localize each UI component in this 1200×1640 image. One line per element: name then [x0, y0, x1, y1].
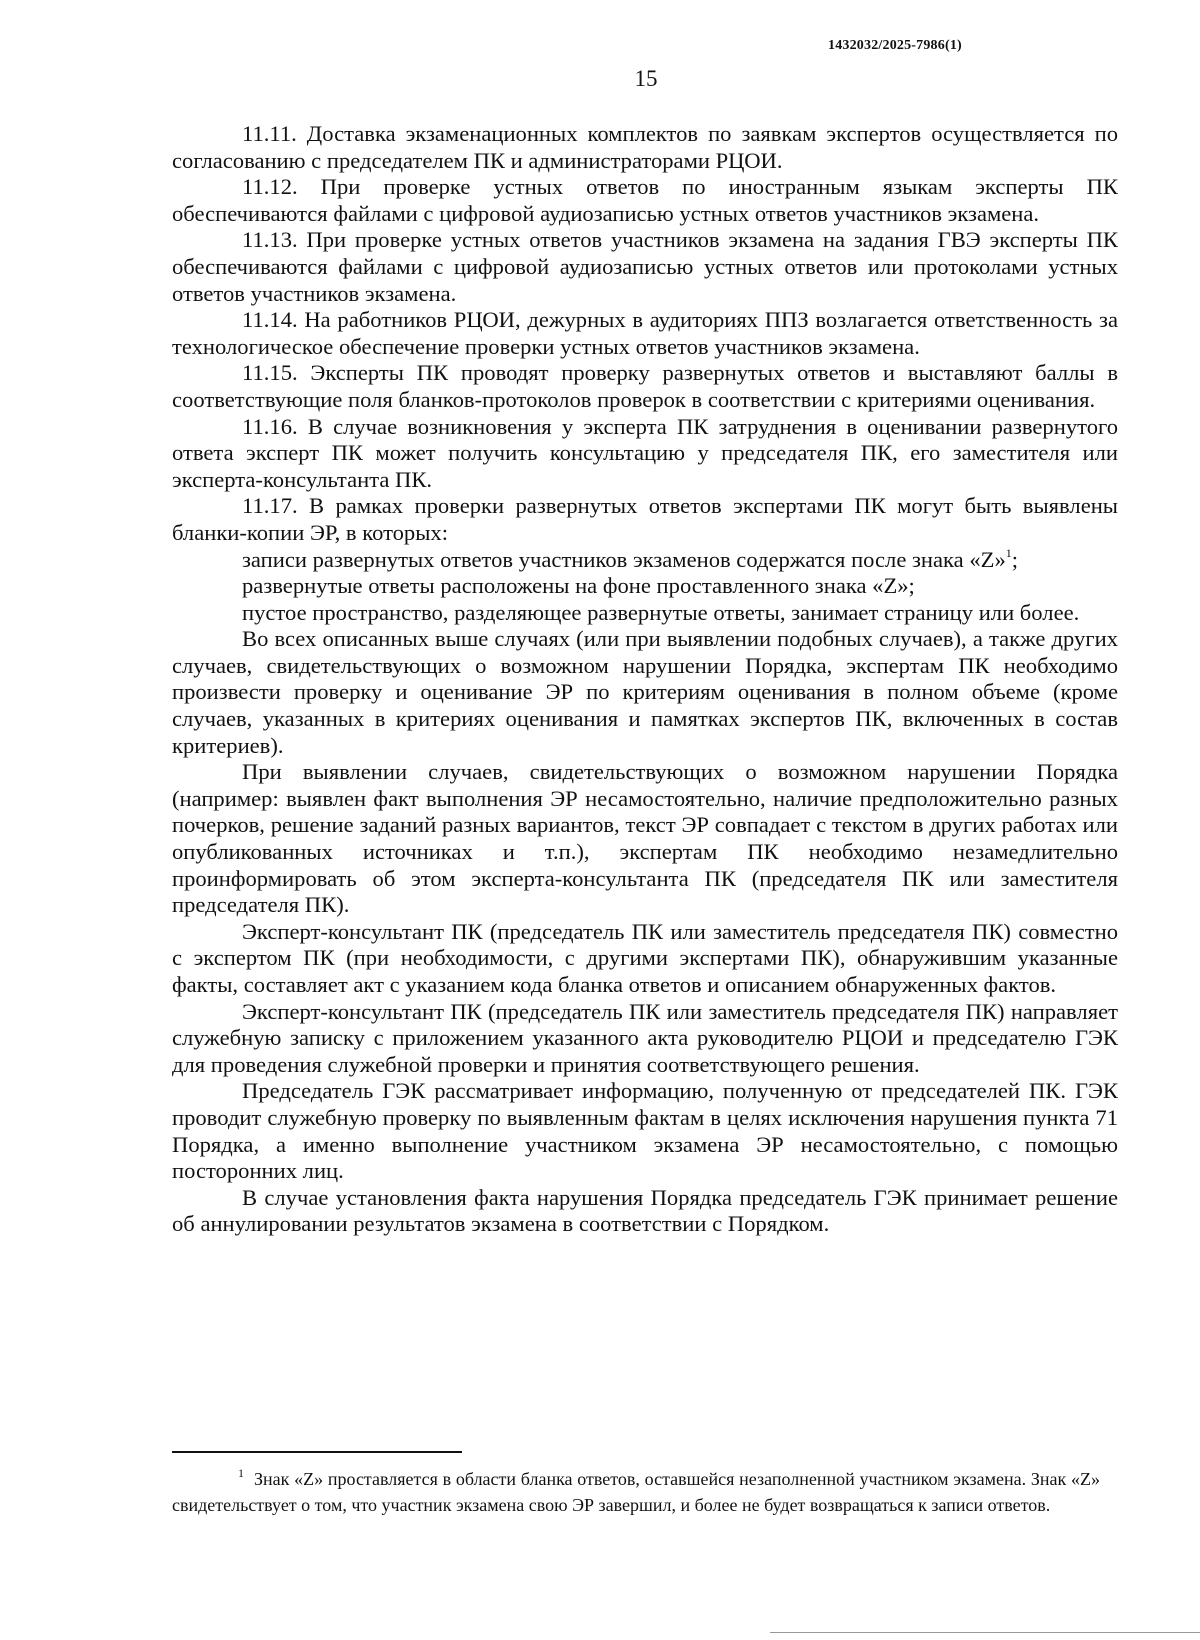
list-item-end: ;	[1011, 546, 1019, 572]
paragraph-11-15: 11.15. Эксперты ПК проводят проверку развернутых ответов и выставляют баллы в соответствующие поля бланков-протоколов проверок в соответствии с критериями оценивания.	[172, 360, 1118, 412]
scan-edge-line	[770, 1632, 1200, 1633]
footnote-text: Знак «Z» проставляется в области бланка ответов, оставшейся незаполненной участником экзамена. Знак «Z» свидетельствует о том, что участник экзамена свою ЭР завершил, и более не будет возвращаться к записи ответов.	[172, 1469, 1100, 1515]
paragraph-memo: Эксперт-консультант ПК (председатель ПК или заместитель председателя ПК) направляет служебную записку с приложением указанного акта руководителю РЦОИ и председателю ГЭК для проведения служебной проверки и принятия соответствующего решения.	[172, 998, 1118, 1077]
footnote-separator	[172, 1451, 462, 1453]
list-item-z-after	[172, 547, 1118, 574]
footnote-reference: 1	[1005, 545, 1012, 560]
paragraph-violation-detection: При выявлении случаев, свидетельствующих о возможном нарушении Порядка (например: выявлен факт выполнения ЭР несамостоятельно, наличие предположительно разных почерков, решение заданий разных вариантов, текст ЭР совпадает с текстом в других работах или опубликованных источниках и т.п.), экспертам ПК необходимо незамедлительно проинформировать об этом эксперта-консультанта ПК (председателя ПК или заместителя председателя ПК).	[172, 759, 1118, 918]
paragraph-annulment: В случае установления факта нарушения Порядка председатель ГЭК принимает решение об аннулировании результатов экзамена в соответствии с Порядком.	[172, 1184, 1118, 1237]
list-item-z-background: развернутые ответы расположены на фоне проставленного знака «Z»;	[242, 573, 915, 599]
page-number: 15	[634, 66, 658, 91]
document-body	[172, 121, 1118, 1238]
paragraph-act-creation: Эксперт-консультант ПК (председатель ПК или заместитель председателя ПК) совместно с экспертом ПК (при необходимости, с другими экспертами ПК), обнаружившим указанные факты, составляет акт с указанием кода бланка ответов и описанием обнаруженных фактов.	[172, 918, 1118, 997]
paragraph-11-14: 11.14. На работников РЦОИ, дежурных в аудиториях ППЗ возлагается ответственность за технологическое обеспечение проверки устных ответов участников экзамена.	[172, 307, 1118, 359]
footnote-marker: 1	[238, 1466, 244, 1480]
paragraph-11-11: 11.11. Доставка экзаменационных комплектов по заявкам экспертов осуществляется по согласованию с председателем ПК и администраторами РЦОИ.	[172, 121, 1118, 173]
paragraph-11-13: 11.13. При проверке устных ответов участников экзамена на задания ГВЭ эксперты ПК обеспечиваются файлами с цифровой аудиозаписью устных ответов или протоколами устных ответов участников экзамена.	[172, 227, 1118, 306]
footnote	[172, 1466, 1100, 1518]
document-id: 1432032/2025-7986(1)	[828, 38, 962, 53]
list-item-empty-space: пустое пространство, разделяющее развернутые ответы, занимает страницу или более.	[242, 599, 1080, 625]
paragraph-gek-review: Председатель ГЭК рассматривает информацию, полученную от председателей ПК. ГЭК проводит служебную проверку по выявленным фактам в целях исключения нарушения пункта 71 Порядка, а именно выполнение участником экзамена ЭР несамостоятельно, с помощью посторонних лиц.	[172, 1078, 1118, 1184]
paragraph-11-17: 11.17. В рамках проверки развернутых ответов экспертами ПК могут быть выявлены бланки-копии ЭР, в которых:	[172, 493, 1118, 545]
paragraph-11-12: 11.12. При проверке устных ответов по иностранным языкам эксперты ПК обеспечиваются файлами с цифровой аудиозаписью устных ответов участников экзамена.	[172, 174, 1118, 226]
list-item-text: записи развернутых ответов участников экзаменов содержатся после знака «Z»	[242, 546, 1006, 572]
paragraph-all-cases: Во всех описанных выше случаях (или при выявлении подобных случаев), а также других случаев, свидетельствующих о возможном нарушении Порядка, экспертам ПК необходимо произвести проверку и оценивание ЭР по критериям оценивания в полном объеме (кроме случаев, указанных в критериях оценивания и памятках экспертов ПК, включенных в состав критериев).	[172, 626, 1118, 758]
paragraph-11-16: 11.16. В случае возникновения у эксперта ПК затруднения в оценивании развернутого ответа эксперт ПК может получить консультацию у председателя ПК, его заместителя или эксперта-консультанта ПК.	[172, 413, 1118, 492]
